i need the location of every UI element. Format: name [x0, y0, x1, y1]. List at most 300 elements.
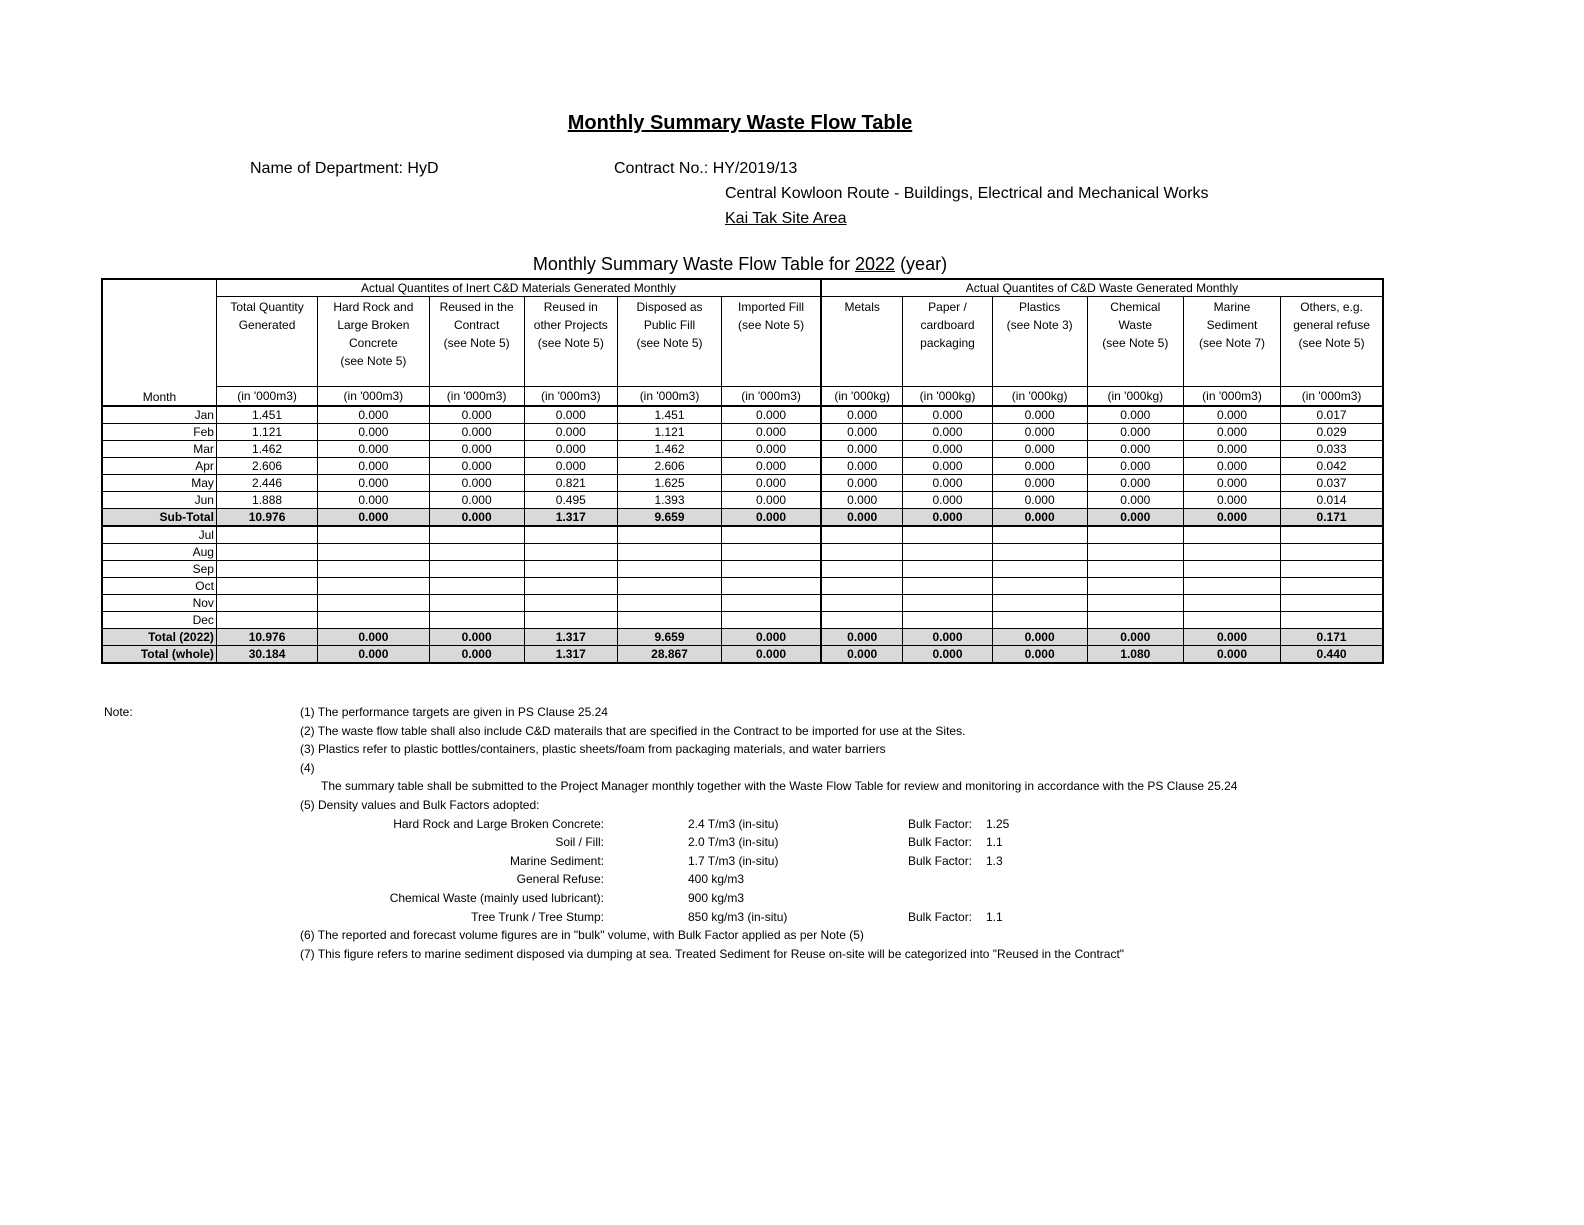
month-cell: Jul [102, 526, 216, 544]
value-cell: 0.000 [1183, 406, 1280, 424]
group-inert-header: Actual Quantites of Inert C&D Materials Generated Monthly [216, 279, 821, 297]
value-cell: 2.606 [617, 458, 721, 475]
value-cell: 1.451 [617, 406, 721, 424]
value-cell: 0.000 [821, 646, 903, 664]
value-cell [821, 526, 903, 544]
value-cell: 0.000 [903, 406, 992, 424]
unit-cell: (in '000m3) [617, 387, 721, 407]
value-cell [722, 526, 821, 544]
value-cell [318, 578, 429, 595]
month-cell: Nov [102, 595, 216, 612]
value-cell [216, 544, 317, 561]
column-header-line: Reused in [543, 300, 598, 314]
column-header-line: Paper / [928, 300, 967, 314]
value-cell [216, 561, 317, 578]
value-cell [617, 561, 721, 578]
value-cell [524, 526, 617, 544]
table-title-prefix: Monthly Summary Waste Flow Table for [532, 254, 856, 274]
value-cell: 0.037 [1281, 475, 1383, 492]
value-cell: 1.462 [216, 441, 317, 458]
value-cell: 0.000 [821, 424, 903, 441]
value-cell: 0.000 [429, 492, 524, 509]
column-header [992, 297, 1087, 387]
table-title-year: 2022 [855, 254, 896, 274]
group-header-row [102, 279, 1383, 297]
unit-cell: (in '000kg) [1087, 387, 1183, 407]
column-header-line: other Projects [533, 318, 608, 332]
value-cell [1087, 595, 1183, 612]
value-cell: 0.000 [722, 406, 821, 424]
value-cell [524, 561, 617, 578]
month-cell: Sub-Total [102, 509, 216, 527]
column-header-line: Waste [1118, 318, 1153, 332]
value-cell: 0.000 [1183, 646, 1280, 664]
value-cell [216, 578, 317, 595]
unit-row [102, 387, 1383, 407]
total-year-row [102, 629, 1383, 646]
unit-cell: (in '000kg) [903, 387, 992, 407]
value-cell: 0.171 [1281, 629, 1383, 646]
department-label: Name of Department: HyD [250, 160, 439, 177]
column-header-line: Hard Rock and [333, 300, 414, 314]
bulk-factor-value: 1.3 [986, 853, 1003, 868]
value-cell: 0.000 [821, 492, 903, 509]
column-header-line: Disposed as [636, 300, 703, 314]
column-header-line: Marine [1213, 300, 1251, 314]
value-cell: 0.029 [1281, 424, 1383, 441]
value-cell: 0.000 [992, 458, 1087, 475]
unit-cell: (in '000kg) [821, 387, 903, 407]
unit-cell: (in '000m3) [429, 387, 524, 407]
value-cell: 0.000 [821, 629, 903, 646]
bulk-factor-value: 1.1 [986, 835, 1003, 850]
value-cell: 9.659 [617, 629, 721, 646]
table-title [0, 254, 1480, 275]
column-header [903, 297, 992, 387]
value-cell: 0.033 [1281, 441, 1383, 458]
value-cell: 0.000 [318, 492, 429, 509]
value-cell: 0.000 [821, 406, 903, 424]
density-material: Marine Sediment: [509, 853, 604, 868]
value-cell: 0.000 [429, 424, 524, 441]
value-cell: 0.000 [722, 646, 821, 664]
column-header-line: (see Note 5) [1102, 336, 1169, 350]
month-cell: Total (2022) [102, 629, 216, 646]
value-cell: 1.462 [617, 441, 721, 458]
density-value: 900 kg/m3 [688, 890, 745, 905]
value-cell: 2.446 [216, 475, 317, 492]
column-header-line: Generated [238, 318, 296, 332]
density-material: Hard Rock and Large Broken Concrete: [393, 816, 604, 831]
value-cell [992, 595, 1087, 612]
value-cell [429, 526, 524, 544]
column-header [429, 297, 524, 387]
column-header-line: (see Note 5) [443, 336, 510, 350]
column-header-line: Sediment [1206, 318, 1258, 332]
column-header-line: packaging [920, 336, 975, 350]
column-header-line: (see Note 5) [1298, 336, 1365, 350]
value-cell: 1.625 [617, 475, 721, 492]
value-cell: 0.042 [1281, 458, 1383, 475]
column-header-line: (see Note 3) [1006, 318, 1073, 332]
column-header [318, 297, 429, 387]
value-cell: 0.000 [1087, 509, 1183, 527]
density-material: Soil / Fill: [555, 835, 604, 850]
table-title-suffix: (year) [895, 254, 948, 274]
waste-flow-table [101, 278, 1384, 664]
value-cell: 0.495 [524, 492, 617, 509]
value-cell: 28.867 [617, 646, 721, 664]
column-header-line: Others, e.g. [1300, 300, 1363, 314]
value-cell: 1.317 [524, 509, 617, 527]
value-cell: 0.000 [318, 509, 429, 527]
note-7: (7) This figure refers to marine sediment disposed via dumping at sea. Treated Sediment for Reuse on-site will be categorized into "Reused in the Contract" [300, 946, 1125, 961]
value-cell: 0.000 [429, 458, 524, 475]
unit-cell: (in '000m3) [1183, 387, 1280, 407]
value-cell: 0.000 [524, 441, 617, 458]
value-cell: 0.000 [903, 475, 992, 492]
value-cell [429, 578, 524, 595]
table-row [102, 612, 1383, 629]
value-cell: 1.451 [216, 406, 317, 424]
value-cell: 0.000 [524, 406, 617, 424]
column-header [821, 297, 903, 387]
note-5: (5) Density values and Bulk Factors adopted: [300, 798, 540, 812]
value-cell [1183, 595, 1280, 612]
value-cell: 1.317 [524, 629, 617, 646]
value-cell [992, 612, 1087, 629]
value-cell: 0.000 [318, 406, 429, 424]
value-cell: 0.171 [1281, 509, 1383, 527]
column-header-row [102, 297, 1383, 387]
value-cell [903, 544, 992, 561]
value-cell: 0.000 [318, 475, 429, 492]
value-cell [903, 612, 992, 629]
value-cell [617, 595, 721, 612]
value-cell: 0.000 [1183, 441, 1280, 458]
density-material: Chemical Waste (mainly used lubricant): [389, 890, 604, 905]
column-header [1281, 297, 1383, 387]
value-cell [722, 544, 821, 561]
month-cell: Dec [102, 612, 216, 629]
column-header-line: (see Note 5) [340, 354, 407, 368]
value-cell [992, 578, 1087, 595]
value-cell: 0.000 [318, 629, 429, 646]
value-cell: 0.000 [318, 458, 429, 475]
value-cell: 0.000 [429, 441, 524, 458]
column-header-line: Reused in the [439, 300, 514, 314]
value-cell [318, 526, 429, 544]
value-cell: 0.000 [992, 441, 1087, 458]
site-area: Kai Tak Site Area [725, 210, 847, 227]
table-row [102, 595, 1383, 612]
value-cell: 0.000 [821, 441, 903, 458]
value-cell [1281, 595, 1383, 612]
value-cell [903, 526, 992, 544]
value-cell: 0.000 [992, 424, 1087, 441]
density-value: 1.7 T/m3 (in-situ) [688, 853, 779, 868]
column-header-line: Metals [844, 300, 880, 314]
contract-number: Contract No.: HY/2019/13 [614, 160, 798, 177]
table-row [102, 492, 1383, 509]
value-cell: 1.317 [524, 646, 617, 664]
column-header [216, 297, 317, 387]
bulk-factor-value: 1.1 [986, 909, 1003, 924]
note-1: (1) The performance targets are given in PS Clause 25.24 [300, 705, 608, 719]
value-cell: 0.000 [1183, 424, 1280, 441]
table-row [102, 526, 1383, 544]
density-value: 2.0 T/m3 (in-situ) [688, 835, 779, 850]
value-cell [318, 561, 429, 578]
value-cell [318, 612, 429, 629]
total-whole-row [102, 646, 1383, 664]
value-cell: 0.000 [722, 492, 821, 509]
value-cell: 0.000 [903, 424, 992, 441]
note-4: (4) [300, 760, 315, 775]
value-cell [1087, 526, 1183, 544]
value-cell [821, 544, 903, 561]
value-cell [318, 595, 429, 612]
value-cell [1281, 544, 1383, 561]
value-cell [216, 526, 317, 544]
value-cell: 0.000 [903, 646, 992, 664]
value-cell: 0.000 [318, 646, 429, 664]
value-cell [617, 612, 721, 629]
value-cell: 9.659 [617, 509, 721, 527]
notes-label: Note: [104, 705, 133, 719]
value-cell: 0.000 [722, 441, 821, 458]
value-cell [722, 612, 821, 629]
value-cell: 0.000 [722, 424, 821, 441]
table-row [102, 406, 1383, 424]
value-cell: 10.976 [216, 509, 317, 527]
note-3: (3) Plastics refer to plastic bottles/containers, plastic sheets/foam from packaging materials, and water barriers [300, 742, 886, 757]
value-cell: 0.000 [1183, 458, 1280, 475]
value-cell: 0.000 [429, 475, 524, 492]
value-cell: 0.000 [821, 458, 903, 475]
table-row [102, 544, 1383, 561]
contract-title: Central Kowloon Route - Buildings, Electrical and Mechanical Works [725, 185, 1209, 202]
value-cell: 0.000 [992, 509, 1087, 527]
value-cell: 30.184 [216, 646, 317, 664]
value-cell: 0.000 [992, 629, 1087, 646]
value-cell: 0.000 [992, 646, 1087, 664]
value-cell [1183, 612, 1280, 629]
value-cell [1183, 526, 1280, 544]
value-cell: 0.000 [992, 475, 1087, 492]
table-row [102, 578, 1383, 595]
value-cell [722, 561, 821, 578]
value-cell: 0.000 [903, 509, 992, 527]
value-cell: 0.000 [1087, 458, 1183, 475]
column-header-line: (see Note 5) [537, 336, 604, 350]
value-cell [1087, 561, 1183, 578]
table-row [102, 441, 1383, 458]
density-value: 400 kg/m3 [688, 872, 745, 887]
value-cell [903, 595, 992, 612]
month-cell: Aug [102, 544, 216, 561]
unit-cell: (in '000m3) [722, 387, 821, 407]
column-header-line: (see Note 7) [1198, 336, 1266, 350]
value-cell: 0.000 [1087, 406, 1183, 424]
value-cell: 0.000 [1087, 492, 1183, 509]
column-header-line: (see Note 5) [738, 318, 805, 332]
value-cell [617, 526, 721, 544]
column-header-line: Public Fill [643, 318, 696, 332]
table-row [102, 475, 1383, 492]
density-value: 850 kg/m3 (in-situ) [688, 909, 788, 924]
value-cell: 0.000 [1183, 475, 1280, 492]
value-cell: 1.888 [216, 492, 317, 509]
value-cell: 0.017 [1281, 406, 1383, 424]
value-cell [1087, 612, 1183, 629]
value-cell: 0.000 [524, 424, 617, 441]
unit-cell: (in '000m3) [524, 387, 617, 407]
value-cell: 0.000 [429, 406, 524, 424]
value-cell [524, 544, 617, 561]
value-cell: 0.000 [722, 458, 821, 475]
value-cell [821, 595, 903, 612]
value-cell: 0.000 [1087, 441, 1183, 458]
column-header [524, 297, 617, 387]
value-cell: 0.000 [903, 629, 992, 646]
value-cell: 0.014 [1281, 492, 1383, 509]
note-4-text: The summary table shall be submitted to the Project Manager monthly together with the Waste Flow Table for review and monitoring in accordance with the PS Clause 25.24 [321, 779, 1238, 794]
bulk-factor-value: 1.25 [986, 816, 1010, 831]
column-header-line: Imported Fill [738, 300, 805, 314]
value-cell: 0.000 [1087, 424, 1183, 441]
column-header [1087, 297, 1183, 387]
value-cell [722, 578, 821, 595]
value-cell [429, 544, 524, 561]
value-cell [524, 578, 617, 595]
value-cell [992, 544, 1087, 561]
column-header-line: Total Quantity [230, 300, 304, 314]
value-cell [1087, 544, 1183, 561]
value-cell [1183, 578, 1280, 595]
table-row [102, 424, 1383, 441]
value-cell [524, 612, 617, 629]
month-cell: Jun [102, 492, 216, 509]
value-cell: 0.000 [903, 441, 992, 458]
bulk-factor-label: Bulk Factor: [908, 909, 973, 924]
note-2: (2) The waste flow table shall also include C&D materails that are specified in the Contract to be imported for use at the Sites. [300, 723, 966, 738]
value-cell [1087, 578, 1183, 595]
unit-cell: (in '000kg) [992, 387, 1087, 407]
value-cell [722, 595, 821, 612]
value-cell: 0.000 [429, 646, 524, 664]
column-header-line: Concrete [349, 336, 398, 350]
value-cell: 0.000 [903, 492, 992, 509]
value-cell [524, 595, 617, 612]
column-header [1183, 297, 1280, 387]
value-cell [1281, 578, 1383, 595]
value-cell [1281, 612, 1383, 629]
value-cell: 0.000 [1183, 629, 1280, 646]
value-cell [1183, 544, 1280, 561]
value-cell: 1.121 [617, 424, 721, 441]
value-cell [216, 595, 317, 612]
value-cell [992, 561, 1087, 578]
column-header [722, 297, 821, 387]
value-cell [1281, 561, 1383, 578]
value-cell [821, 612, 903, 629]
value-cell: 0.000 [722, 475, 821, 492]
bulk-factor-label: Bulk Factor: [908, 853, 973, 868]
value-cell [903, 578, 992, 595]
value-cell [617, 578, 721, 595]
value-cell: 0.000 [821, 475, 903, 492]
value-cell: 0.000 [722, 509, 821, 527]
column-header-line: Contract [453, 318, 500, 332]
column-header [617, 297, 721, 387]
note-6: (6) The reported and forecast volume figures are in "bulk" volume, with Bulk Factor applied as per Note (5) [300, 928, 864, 943]
value-cell [903, 561, 992, 578]
value-cell [1281, 526, 1383, 544]
document-title: Monthly Summary Waste Flow Table [567, 112, 913, 134]
value-cell [429, 561, 524, 578]
value-cell [318, 544, 429, 561]
value-cell: 0.000 [1087, 475, 1183, 492]
value-cell: 0.000 [429, 629, 524, 646]
value-cell: 0.000 [1183, 509, 1280, 527]
value-cell [617, 544, 721, 561]
density-material: Tree Trunk / Tree Stump: [471, 909, 604, 924]
value-cell: 0.000 [318, 424, 429, 441]
table-row [102, 458, 1383, 475]
value-cell: 0.000 [524, 458, 617, 475]
unit-cell: (in '000m3) [216, 387, 317, 407]
value-cell: 1.121 [216, 424, 317, 441]
value-cell: 1.080 [1087, 646, 1183, 664]
value-cell [429, 612, 524, 629]
density-material: General Refuse: [516, 872, 604, 887]
unit-cell: (in '000m3) [1281, 387, 1383, 407]
column-header-line: general refuse [1293, 318, 1370, 332]
value-cell: 0.000 [318, 441, 429, 458]
value-cell: 10.976 [216, 629, 317, 646]
subtotal-row [102, 509, 1383, 527]
value-cell [821, 561, 903, 578]
value-cell: 0.000 [1087, 629, 1183, 646]
month-cell: Mar [102, 441, 216, 458]
value-cell: 0.000 [1183, 492, 1280, 509]
value-cell [821, 578, 903, 595]
density-value: 2.4 T/m3 (in-situ) [688, 816, 779, 831]
value-cell: 0.000 [992, 492, 1087, 509]
group-waste-header: Actual Quantites of C&D Waste Generated Monthly [821, 279, 1383, 297]
unit-cell: (in '000m3) [318, 387, 429, 407]
column-header-line: (see Note 5) [636, 336, 703, 350]
value-cell: 0.000 [429, 509, 524, 527]
value-cell: 0.000 [903, 458, 992, 475]
bulk-factor-label: Bulk Factor: [908, 816, 973, 831]
column-header-line: Plastics [1018, 300, 1061, 314]
month-cell: Feb [102, 424, 216, 441]
month-cell: Sep [102, 561, 216, 578]
value-cell: 0.000 [821, 509, 903, 527]
month-cell: Oct [102, 578, 216, 595]
value-cell [1183, 561, 1280, 578]
column-header-line: Chemical [1110, 300, 1161, 314]
value-cell [216, 612, 317, 629]
bulk-factor-label: Bulk Factor: [908, 835, 973, 850]
table-row [102, 561, 1383, 578]
month-cell: May [102, 475, 216, 492]
month-cell: Total (whole) [102, 646, 216, 664]
value-cell [429, 595, 524, 612]
month-header: Month [102, 279, 216, 406]
